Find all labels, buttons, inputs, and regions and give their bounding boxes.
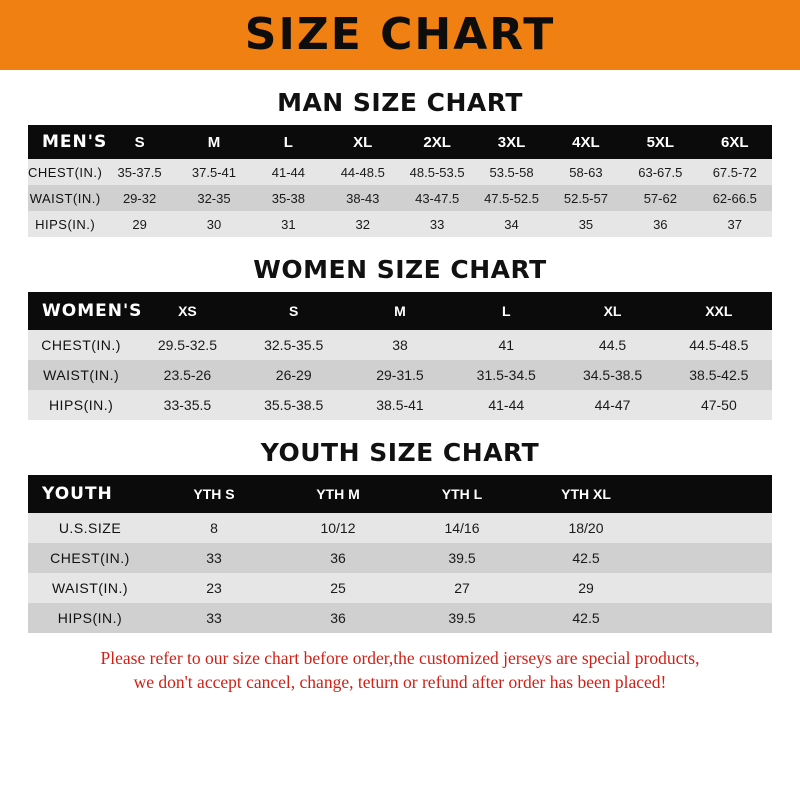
- cell: 8: [152, 513, 276, 543]
- cell: 42.5: [524, 603, 648, 633]
- cell: [648, 573, 772, 603]
- cell: 30: [177, 211, 251, 237]
- header-cell-m: M: [177, 125, 251, 159]
- table-row: [28, 573, 772, 603]
- cell: 57-62: [623, 185, 697, 211]
- cell: 34.5-38.5: [559, 360, 665, 390]
- cell: 44.5-48.5: [666, 330, 772, 360]
- table-row: [28, 603, 772, 633]
- header-cell-empty: [648, 475, 772, 513]
- table-row: [28, 390, 772, 420]
- cell: 26-29: [241, 360, 347, 390]
- header-cell-label: YOUTH: [28, 475, 152, 513]
- header-cell-6xl: 6XL: [698, 125, 772, 159]
- table-header-row: [28, 125, 772, 159]
- page-title: SIZE CHART: [244, 9, 556, 60]
- cell: 67.5-72: [698, 159, 772, 185]
- header-cell-l: L: [251, 125, 325, 159]
- section-title-man: MAN SIZE CHART: [277, 88, 523, 117]
- row-label-waist: WAIST(IN.): [28, 360, 134, 390]
- section-man-size-chart: [28, 88, 772, 237]
- header-cell-label: WOMEN'S: [28, 292, 134, 330]
- cell: 29-32: [102, 185, 176, 211]
- table-man-sizes: [28, 125, 772, 237]
- cell: 23.5-26: [134, 360, 240, 390]
- row-label-chest: CHEST(IN.): [28, 543, 152, 573]
- cell: [648, 543, 772, 573]
- header-cell-yth-xl: YTH XL: [524, 475, 648, 513]
- section-title-women: WOMEN SIZE CHART: [253, 255, 547, 284]
- table-women-sizes: [28, 292, 772, 420]
- row-label-hips: HIPS(IN.): [28, 211, 102, 237]
- table-row: [28, 185, 772, 211]
- cell: 37.5-41: [177, 159, 251, 185]
- cell: 37: [698, 211, 772, 237]
- cell: [648, 513, 772, 543]
- cell: 41-44: [453, 390, 559, 420]
- cell: 33: [400, 211, 474, 237]
- header-cell-m: M: [347, 292, 453, 330]
- cell: 35.5-38.5: [241, 390, 347, 420]
- cell: 36: [276, 603, 400, 633]
- cell: 47.5-52.5: [474, 185, 548, 211]
- cell: 29: [102, 211, 176, 237]
- content-area: [0, 88, 800, 694]
- cell: 33: [152, 603, 276, 633]
- header-cell-4xl: 4XL: [549, 125, 623, 159]
- cell: 14/16: [400, 513, 524, 543]
- cell: 42.5: [524, 543, 648, 573]
- section-women-size-chart: [28, 255, 772, 420]
- header-cell-s: S: [241, 292, 347, 330]
- cell: 44.5: [559, 330, 665, 360]
- table-row: [28, 211, 772, 237]
- header-cell-yth-l: YTH L: [400, 475, 524, 513]
- table-header-row: [28, 475, 772, 513]
- cell: 27: [400, 573, 524, 603]
- header-cell-s: S: [102, 125, 176, 159]
- cell: 53.5-58: [474, 159, 548, 185]
- cell: 63-67.5: [623, 159, 697, 185]
- cell: 35: [549, 211, 623, 237]
- cell: 32.5-35.5: [241, 330, 347, 360]
- table-row: [28, 513, 772, 543]
- section-youth-size-chart: [28, 438, 772, 633]
- cell: [648, 603, 772, 633]
- cell: 41: [453, 330, 559, 360]
- cell: 47-50: [666, 390, 772, 420]
- cell: 38-43: [326, 185, 400, 211]
- cell: 38.5-41: [347, 390, 453, 420]
- footer-disclaimer: [28, 647, 772, 694]
- row-label-hips: HIPS(IN.): [28, 390, 134, 420]
- header-cell-xs: XS: [134, 292, 240, 330]
- cell: 39.5: [400, 543, 524, 573]
- header-cell-l: L: [453, 292, 559, 330]
- cell: 32: [326, 211, 400, 237]
- cell: 39.5: [400, 603, 524, 633]
- cell: 32-35: [177, 185, 251, 211]
- footer-line-2: we don't accept cancel, change, teturn or refund after order has been placed!: [133, 671, 667, 692]
- cell: 34: [474, 211, 548, 237]
- cell: 33: [152, 543, 276, 573]
- section-title-youth: YOUTH SIZE CHART: [260, 438, 540, 467]
- table-row: [28, 159, 772, 185]
- row-label-chest: CHEST(IN.): [28, 159, 102, 185]
- table-row: [28, 330, 772, 360]
- header-cell-2xl: 2XL: [400, 125, 474, 159]
- cell: 23: [152, 573, 276, 603]
- header-cell-3xl: 3XL: [474, 125, 548, 159]
- cell: 58-63: [549, 159, 623, 185]
- cell: 41-44: [251, 159, 325, 185]
- row-label-us-size: U.S.SIZE: [28, 513, 152, 543]
- cell: 36: [276, 543, 400, 573]
- table-header-row: [28, 292, 772, 330]
- row-label-chest: CHEST(IN.): [28, 330, 134, 360]
- cell: 35-37.5: [102, 159, 176, 185]
- cell: 18/20: [524, 513, 648, 543]
- header-cell-5xl: 5XL: [623, 125, 697, 159]
- header-cell-xl: XL: [326, 125, 400, 159]
- row-label-waist: WAIST(IN.): [28, 185, 102, 211]
- table-youth-sizes: [28, 475, 772, 633]
- cell: 33-35.5: [134, 390, 240, 420]
- row-label-waist: WAIST(IN.): [28, 573, 152, 603]
- cell: 48.5-53.5: [400, 159, 474, 185]
- header-cell-yth-m: YTH M: [276, 475, 400, 513]
- cell: 35-38: [251, 185, 325, 211]
- cell: 29.5-32.5: [134, 330, 240, 360]
- footer-line-1: Please refer to our size chart before order,the customized jerseys are special products,: [100, 648, 700, 668]
- cell: 44-47: [559, 390, 665, 420]
- cell: 25: [276, 573, 400, 603]
- cell: 38: [347, 330, 453, 360]
- cell: 29-31.5: [347, 360, 453, 390]
- header-cell-label: MEN'S: [28, 125, 102, 159]
- table-row: [28, 360, 772, 390]
- header-cell-xl: XL: [559, 292, 665, 330]
- cell: 52.5-57: [549, 185, 623, 211]
- cell: 31.5-34.5: [453, 360, 559, 390]
- header-cell-xxl: XXL: [666, 292, 772, 330]
- page-banner: [0, 0, 800, 70]
- cell: 44-48.5: [326, 159, 400, 185]
- header-cell-yth-s: YTH S: [152, 475, 276, 513]
- cell: 29: [524, 573, 648, 603]
- cell: 10/12: [276, 513, 400, 543]
- cell: 62-66.5: [698, 185, 772, 211]
- cell: 36: [623, 211, 697, 237]
- cell: 43-47.5: [400, 185, 474, 211]
- cell: 38.5-42.5: [666, 360, 772, 390]
- row-label-hips: HIPS(IN.): [28, 603, 152, 633]
- cell: 31: [251, 211, 325, 237]
- table-row: [28, 543, 772, 573]
